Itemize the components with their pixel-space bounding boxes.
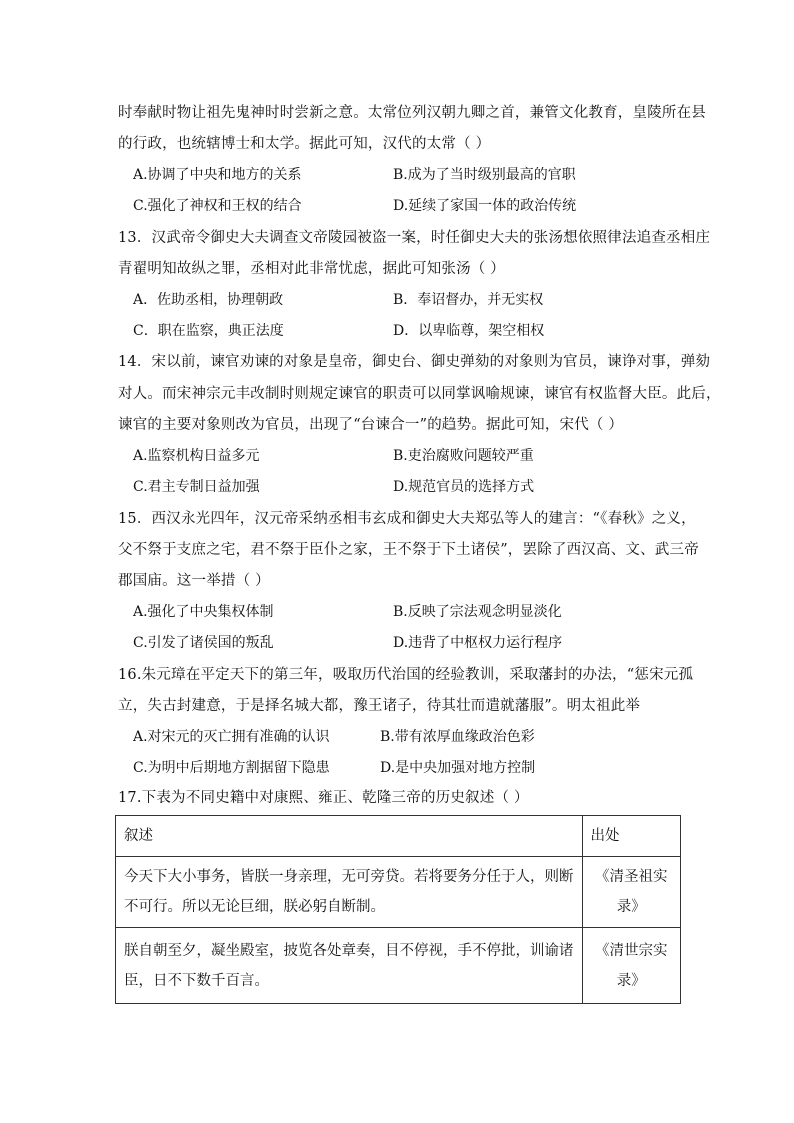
q17-stem: 17.下表为不同史籍中对康熙、雍正、乾隆三帝的历史叙述（ ）: [118, 790, 529, 806]
q14-option-b[interactable]: B.吏治腐败问题较严重: [393, 448, 534, 464]
q16-stem-line-1: 16.朱元璋在平定天下的第三年，吸取历代治国的经验教训，采取藩封的办法，“惩宋元孤: [118, 667, 694, 683]
q15-stem-line-1: 15．西汉永光四年，汉元帝采纳丞相韦玄成和御史大夫郑弘等人的建言：“《春秋》之义，: [118, 511, 696, 527]
table-cell-text-line: 不可行。所以无论巨细，朕必躬自断制。: [124, 899, 385, 915]
q12-option-d[interactable]: D.延续了家国一体的政治传统: [393, 198, 577, 214]
table-cell-narrative: [116, 928, 583, 1004]
q13-option-b[interactable]: B．奉诏督办，并无实权: [393, 292, 544, 308]
q14-stem-line-3: 谏官的主要对象则改为官员，出现了“台谏合一”的趋势。据此可知，宋代（ ）: [118, 417, 624, 433]
table-cell-source: 《清圣祖实录》: [582, 857, 681, 928]
table-cell-source: 《清世宗实录》: [582, 928, 681, 1004]
q14-option-d[interactable]: D.规范官员的选择方式: [393, 479, 535, 495]
q14-option-a[interactable]: A.监察机构日益多元: [133, 448, 260, 464]
table-header-source: 出处: [582, 816, 681, 857]
table-header-row: [116, 816, 681, 857]
q13-stem-line-1: 13．汉武帝令御史大夫调查文帝陵园被盗一案，时任御史大夫的张汤想依照律法追查丞相庄: [118, 230, 711, 246]
q12-option-a[interactable]: A.协调了中央和地方的关系: [133, 167, 302, 183]
q15-option-d[interactable]: D.违背了中枢权力运行程序: [393, 635, 563, 651]
q14-option-c[interactable]: C.君主专制日益加强: [133, 479, 260, 495]
q15-stem-line-3: 郡国庙。这一举措（ ）: [118, 573, 270, 589]
q13-option-a[interactable]: A．佐助丞相，协理朝政: [133, 292, 284, 308]
table-cell-text-line: 臣，日不下数千百言。: [124, 972, 269, 989]
q15-option-a[interactable]: A.强化了中央集权体制: [133, 604, 274, 620]
q13-option-c[interactable]: C．职在监察，典正法度: [133, 323, 284, 339]
q12-option-b[interactable]: B.成为了当时级别最高的官职: [393, 167, 576, 183]
q16-option-d[interactable]: D.是中央加强对地方控制: [380, 760, 536, 776]
table-cell-text-line: 朕自朝至夕，凝坐殿室，披览各处章奏，目不停视，手不停批，训谕诸: [124, 942, 574, 959]
q15-option-c[interactable]: C.引发了诸侯国的叛乱: [133, 635, 274, 651]
q16-option-b[interactable]: B.带有浓厚血缘政治色彩: [380, 729, 535, 745]
q12-option-c[interactable]: C.强化了神权和王权的结合: [133, 198, 302, 214]
q14-stem-line-2: 对人。而宋神宗元丰改制时则规定谏官的职责可以同掌讽喻规谏，谏官有权监督大臣。此后，: [118, 386, 721, 402]
q12-stem-line-2: 的行政，也统辖博士和太学。据此可知，汉代的太常（ ）: [118, 136, 491, 152]
q16-stem-line-2: 立，失古封建意，于是择名城大都，豫王诸子，待其壮而遣就藩服”。明太祖此举: [118, 698, 641, 714]
q13-stem-line-2: 青翟明知故纵之罪，丞相对此非常忧虑，据此可知张汤（ ）: [118, 261, 506, 277]
q17-source-table: [115, 815, 681, 1004]
table-row: [116, 928, 681, 1004]
table-cell-text-line: 今天下大小事务，皆朕一身亲理，无可旁贷。若将要务分任于人，则断: [124, 869, 574, 885]
q16-option-a[interactable]: A.对宋元的灭亡拥有准确的认识: [133, 729, 330, 745]
q16-option-c[interactable]: C.为明中后期地方割据留下隐患: [133, 760, 330, 776]
table-cell-narrative: [116, 857, 583, 928]
q13-option-d[interactable]: D．以卑临尊，架空相权: [393, 323, 545, 339]
table-row: [116, 857, 681, 928]
q15-option-b[interactable]: B.反映了宗法观念明显淡化: [393, 604, 562, 620]
q12-stem-line-1: 时奉献时物让祖先鬼神时时尝新之意。太常位列汉朝九卿之首，兼管文化教育，皇陵所在县: [118, 105, 706, 121]
q14-stem-line-1: 14．宋以前，谏官劝谏的对象是皇帝，御史台、御史弹劾的对象则为官员，谏诤对事，弹劾: [118, 354, 711, 370]
table-header-narrative: 叙述: [116, 816, 583, 857]
q15-stem-line-2: 父不祭于支庶之宅，君不祭于臣仆之家，王不祭于下土诸侯”，罢除了西汉高、文、武三帝: [118, 542, 699, 558]
